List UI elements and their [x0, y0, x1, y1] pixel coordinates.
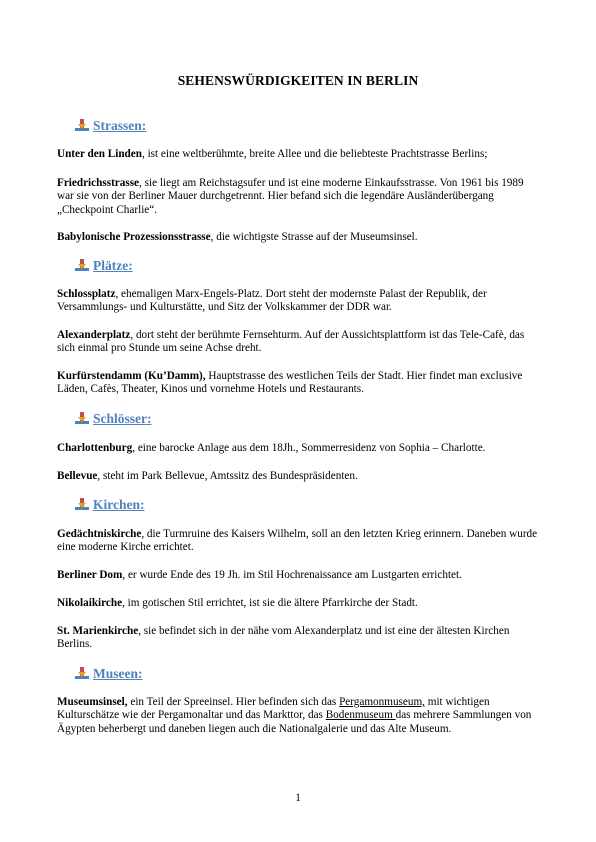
item-text: , eine barocke Anlage aus dem 18Jh., Sommerresidenz von Sophia – Charlotte. — [132, 442, 486, 454]
page-number: 1 — [295, 792, 301, 804]
item-name: Gedächtniskirche — [57, 528, 142, 540]
item-text: , dort steht der berühmte Fernsehturm. Auf der Aussichtsplattform ist das Tele-Cafè, das sich einmal pro Stunde um seine Achse dreht. — [57, 329, 525, 355]
section-heading-kirchen — [75, 496, 145, 514]
item-text: , die Turmruine des Kaisers Wilhelm, soll an den letzten Krieg erinnern. Daneben wurde eine moderne Kirche errichtet. — [57, 528, 538, 554]
item-name: St. Marienkirche — [57, 625, 139, 637]
item-text: mit wichtigen Kulturschätze wie der Pergamonaltar und das Markttor, das — [57, 696, 490, 722]
section-label: Plätze: — [93, 258, 133, 273]
item-text: , sie liegt am Reichstagsufer und ist eine moderne Einkaufsstrasse. Von 1961 bis 1989 war sie von der Berliner Mauer durchgetrennt. Hier befand sich die legendäre Ausländerübergang „Checkpoint Charlie“. — [57, 177, 524, 216]
arrow-bullet-icon — [75, 498, 89, 512]
link-bodenmuseum[interactable]: Bodenmuseum — [325, 709, 396, 722]
section-label: Strassen: — [93, 118, 147, 133]
item-name: Kurfürstendamm (Ku’Damm), — [57, 370, 206, 382]
section-heading-strassen — [75, 117, 146, 135]
paragraph-babylonische — [57, 231, 543, 244]
section-heading-schloesser — [75, 410, 152, 428]
arrow-bullet-icon — [75, 259, 89, 273]
item-name: Charlottenburg — [57, 442, 133, 454]
item-name: Schlossplatz — [57, 288, 116, 300]
item-text: Hauptstrasse des westlichen Teils der Stadt. Hier findet man exclusive Läden, Cafès, Theater, Kinos und vornehme Hotels und Restaurants. — [57, 370, 523, 396]
link-pergamonmuseum[interactable]: Pergamonmuseum, — [339, 696, 425, 708]
section-label: Kirchen: — [93, 497, 145, 512]
item-name: Nikolaikirche — [57, 597, 123, 609]
paragraph-friedrichsstrasse — [57, 177, 543, 217]
paragraph-marienkirche — [57, 625, 543, 652]
paragraph-bellevue — [57, 470, 543, 483]
paragraph-gedaechtniskirche — [57, 528, 543, 555]
paragraph-berliner-dom — [57, 569, 543, 582]
item-text: , er wurde Ende des 19 Jh. im Stil Hochrenaissance am Lustgarten errichtet. — [122, 569, 462, 581]
paragraph-museumsinsel — [57, 696, 543, 736]
item-text: , im gotischen Stil errichtet, ist sie die ältere Pfarrkirche der Stadt. — [122, 597, 418, 609]
item-name: Unter den Linden — [57, 148, 142, 160]
item-name: Berliner Dom — [57, 569, 123, 581]
section-label: Schlösser: — [93, 411, 152, 426]
item-name: Babylonische Prozessionsstrasse — [57, 231, 211, 243]
paragraph-alexanderplatz — [57, 329, 543, 356]
item-text: ein Teil der Spreeinsel. Hier befinden sich das — [127, 696, 340, 708]
page-title: SEHENSWÜRDIGKEITEN IN BERLIN — [177, 73, 419, 88]
section-heading-museen — [75, 665, 143, 683]
item-text: , steht im Park Bellevue, Amtssitz des Bundespräsidenten. — [97, 470, 358, 482]
arrow-bullet-icon — [75, 119, 89, 133]
section-heading-plaetze — [75, 257, 133, 275]
paragraph-kurfuerstendamm — [57, 370, 543, 397]
item-name: Friedrichsstrasse — [57, 177, 140, 189]
item-text: das mehrere Sammlungen von Ägypten beherbergt und daneben liegen auch die Nationalgalerie und das Alte Museum. — [57, 709, 532, 735]
item-name: Alexanderplatz — [57, 329, 131, 341]
paragraph-nikolaikirche — [57, 597, 543, 610]
item-name: Bellevue — [57, 470, 98, 482]
paragraph-charlottenburg — [57, 442, 543, 455]
paragraph-unter-den-linden — [57, 148, 543, 161]
arrow-bullet-icon — [75, 412, 89, 426]
item-text: , ehemaligen Marx-Engels-Platz. Dort steht der modernste Palast der Republik, der Versammlungs- und Kulturstätte, und Sitz der Volkskammer der DDR war. — [57, 288, 487, 314]
item-text: , die wichtigste Strasse auf der Museumsinsel. — [210, 231, 418, 243]
section-label: Museen: — [93, 666, 143, 681]
item-text: , ist eine weltberühmte, breite Allee und die beliebteste Prachtstrasse Berlins; — [141, 148, 488, 160]
arrow-bullet-icon — [75, 667, 89, 681]
item-name: Museumsinsel, — [57, 696, 128, 708]
paragraph-schlossplatz — [57, 288, 543, 315]
item-text: , sie befindet sich in der nähe vom Alexanderplatz und ist eine der ältesten Kirchen Berlins. — [57, 625, 510, 651]
